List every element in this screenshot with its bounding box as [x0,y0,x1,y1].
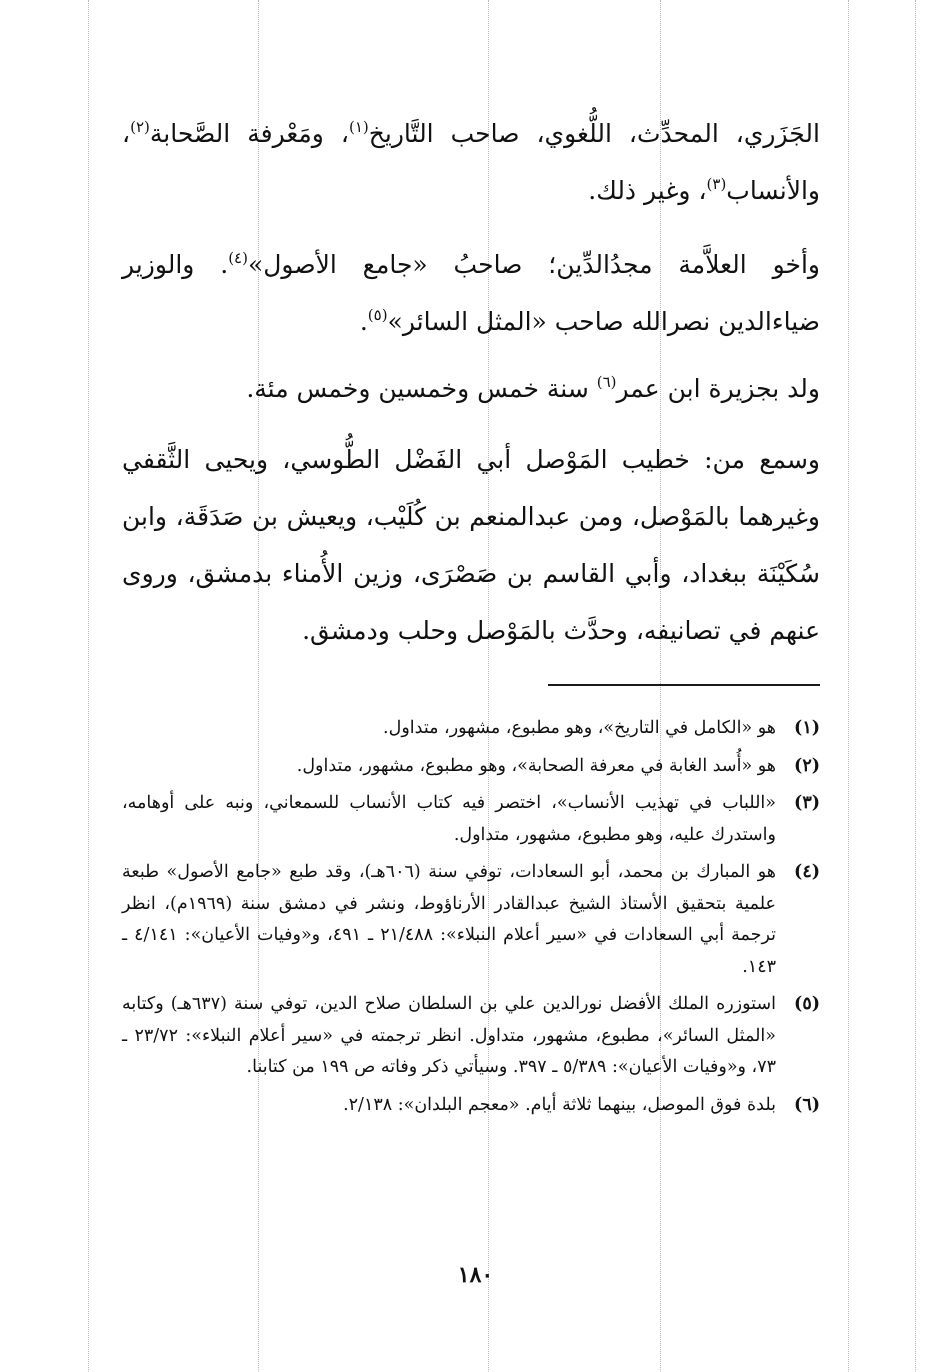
footnote-text: هو «الكامل في التاريخ»، وهو مطبوع، مشهور، متداول. [383,718,776,738]
footnote-text: هو المبارك بن محمد، أبو السعادات، توفي سنة (٦٠٦هـ)، وقد طبع «جامع الأصول» طبعة علمية بتحقيق الأستاذ الشيخ عبدالقادر الأرناؤوط، ونشر في دمشق سنة (١٩٦٩م)، انظر ترجمة أبي السعادات في «سير أعلام النبلاء»: ٢١/٤٨٨ ـ ٤٩١، و«وفيات الأعيان»: ٤/١٤١ ـ ١٤٣. [122,862,777,977]
footnote [122,989,820,1084]
footnote [122,788,820,851]
scan-guide-line [88,0,89,1372]
scan-guide-line [915,0,916,1372]
footnote [122,751,820,783]
paragraph-1 [122,105,820,219]
paragraph-3 [122,360,820,417]
scan-guide-line [848,0,849,1372]
footnote-ref-4: (٤) [228,249,248,267]
footnote-ref-5: (٥) [367,306,388,324]
text-span: ، والأنساب [122,119,820,205]
paragraph-4: وسمع من: خطيب المَوْصل أبي الفَضْل الطُّوسي، ويحيى الثَّقفي وغيرهما بالمَوْصل، ومن عبدالمنعم بن كُلَيْب، ويعيش بن صَدَقَة، وابن سُكَيْنَة ببغداد، وأبي القاسم بن صَصْرَى، وزين الأُمناء بدمشق، وروى عنهم في تصانيفه، وحدَّث بالمَوْصل وحلب ودمشق. [122,445,820,645]
text-span: ، وغير ذلك. [588,176,707,205]
page-number: ١٨٠ [457,1262,494,1288]
footnote-text: بلدة فوق الموصل، بينهما ثلاثة أيام. «معجم البلدان»: ٢/١٣٨. [343,1094,776,1115]
footnote [122,857,820,983]
footnote-text: استوزره الملك الأفضل نورالدين علي بن السلطان صلاح الدين، توفي سنة (٦٣٧هـ) وكتابه «المثل السائر»، مطبوع، مشهور، متداول. انظر ترجمته في «سير أعلام النبلاء»: ٢٣/٧٢ ـ ٧٣، و«وفيات الأعيان»: ٥/٣٨٩ ـ ٣٩٧. وسيأتي ذكر وفاته ص ١٩٩ من كتابنا. [122,994,776,1077]
footnotes [122,713,820,1127]
text-span: الجَزَري، المحدِّث، اللُّغوي، صاحب التَّاريخ [368,119,820,148]
footnote-number: (١) [794,718,820,738]
text-span: . والوزير ضياءالدين نصرالله صاحب «المثل السائر» [122,250,820,336]
text-span: ولد بجزيرة ابن عمر [616,374,820,403]
footnote-ref-6: (٦) [596,373,617,391]
text-span: ، ومَعْرفة الصَّحابة [149,119,349,148]
footnote-text: هو «أُسد الغابة في معرفة الصحابة»، وهو مطبوع، مشهور، متداول. [296,755,776,776]
footnote-number: (٥) [794,994,820,1014]
footnote-ref-1: (١) [348,118,369,136]
footnote-separator [548,684,820,686]
paragraph-2 [122,236,820,350]
footnote-ref-3: (٣) [706,175,727,193]
footnote [122,1090,820,1122]
text-span: سنة خمس وخمسين وخمس مئة. [246,374,597,403]
main-text [122,105,820,676]
footnote-number: (٣) [794,793,820,813]
footnote-ref-2: (٢) [130,118,150,136]
footnote [122,713,820,745]
footnote-number: (٦) [794,1094,820,1115]
text-span: وأخو العلاَّمة مجدُالدِّين؛ صاحبُ «جامع الأصول» [247,250,820,279]
text-span: . [359,307,368,336]
footnote-number: (٢) [794,755,820,776]
footnote-text: «اللباب في تهذيب الأنساب»، اختصر فيه كتاب الأنساب للسمعاني، ونبه على أوهامه، واستدرك عليه، وهو مطبوع، مشهور، متداول. [122,793,776,845]
footnote-number: (٤) [794,862,820,882]
